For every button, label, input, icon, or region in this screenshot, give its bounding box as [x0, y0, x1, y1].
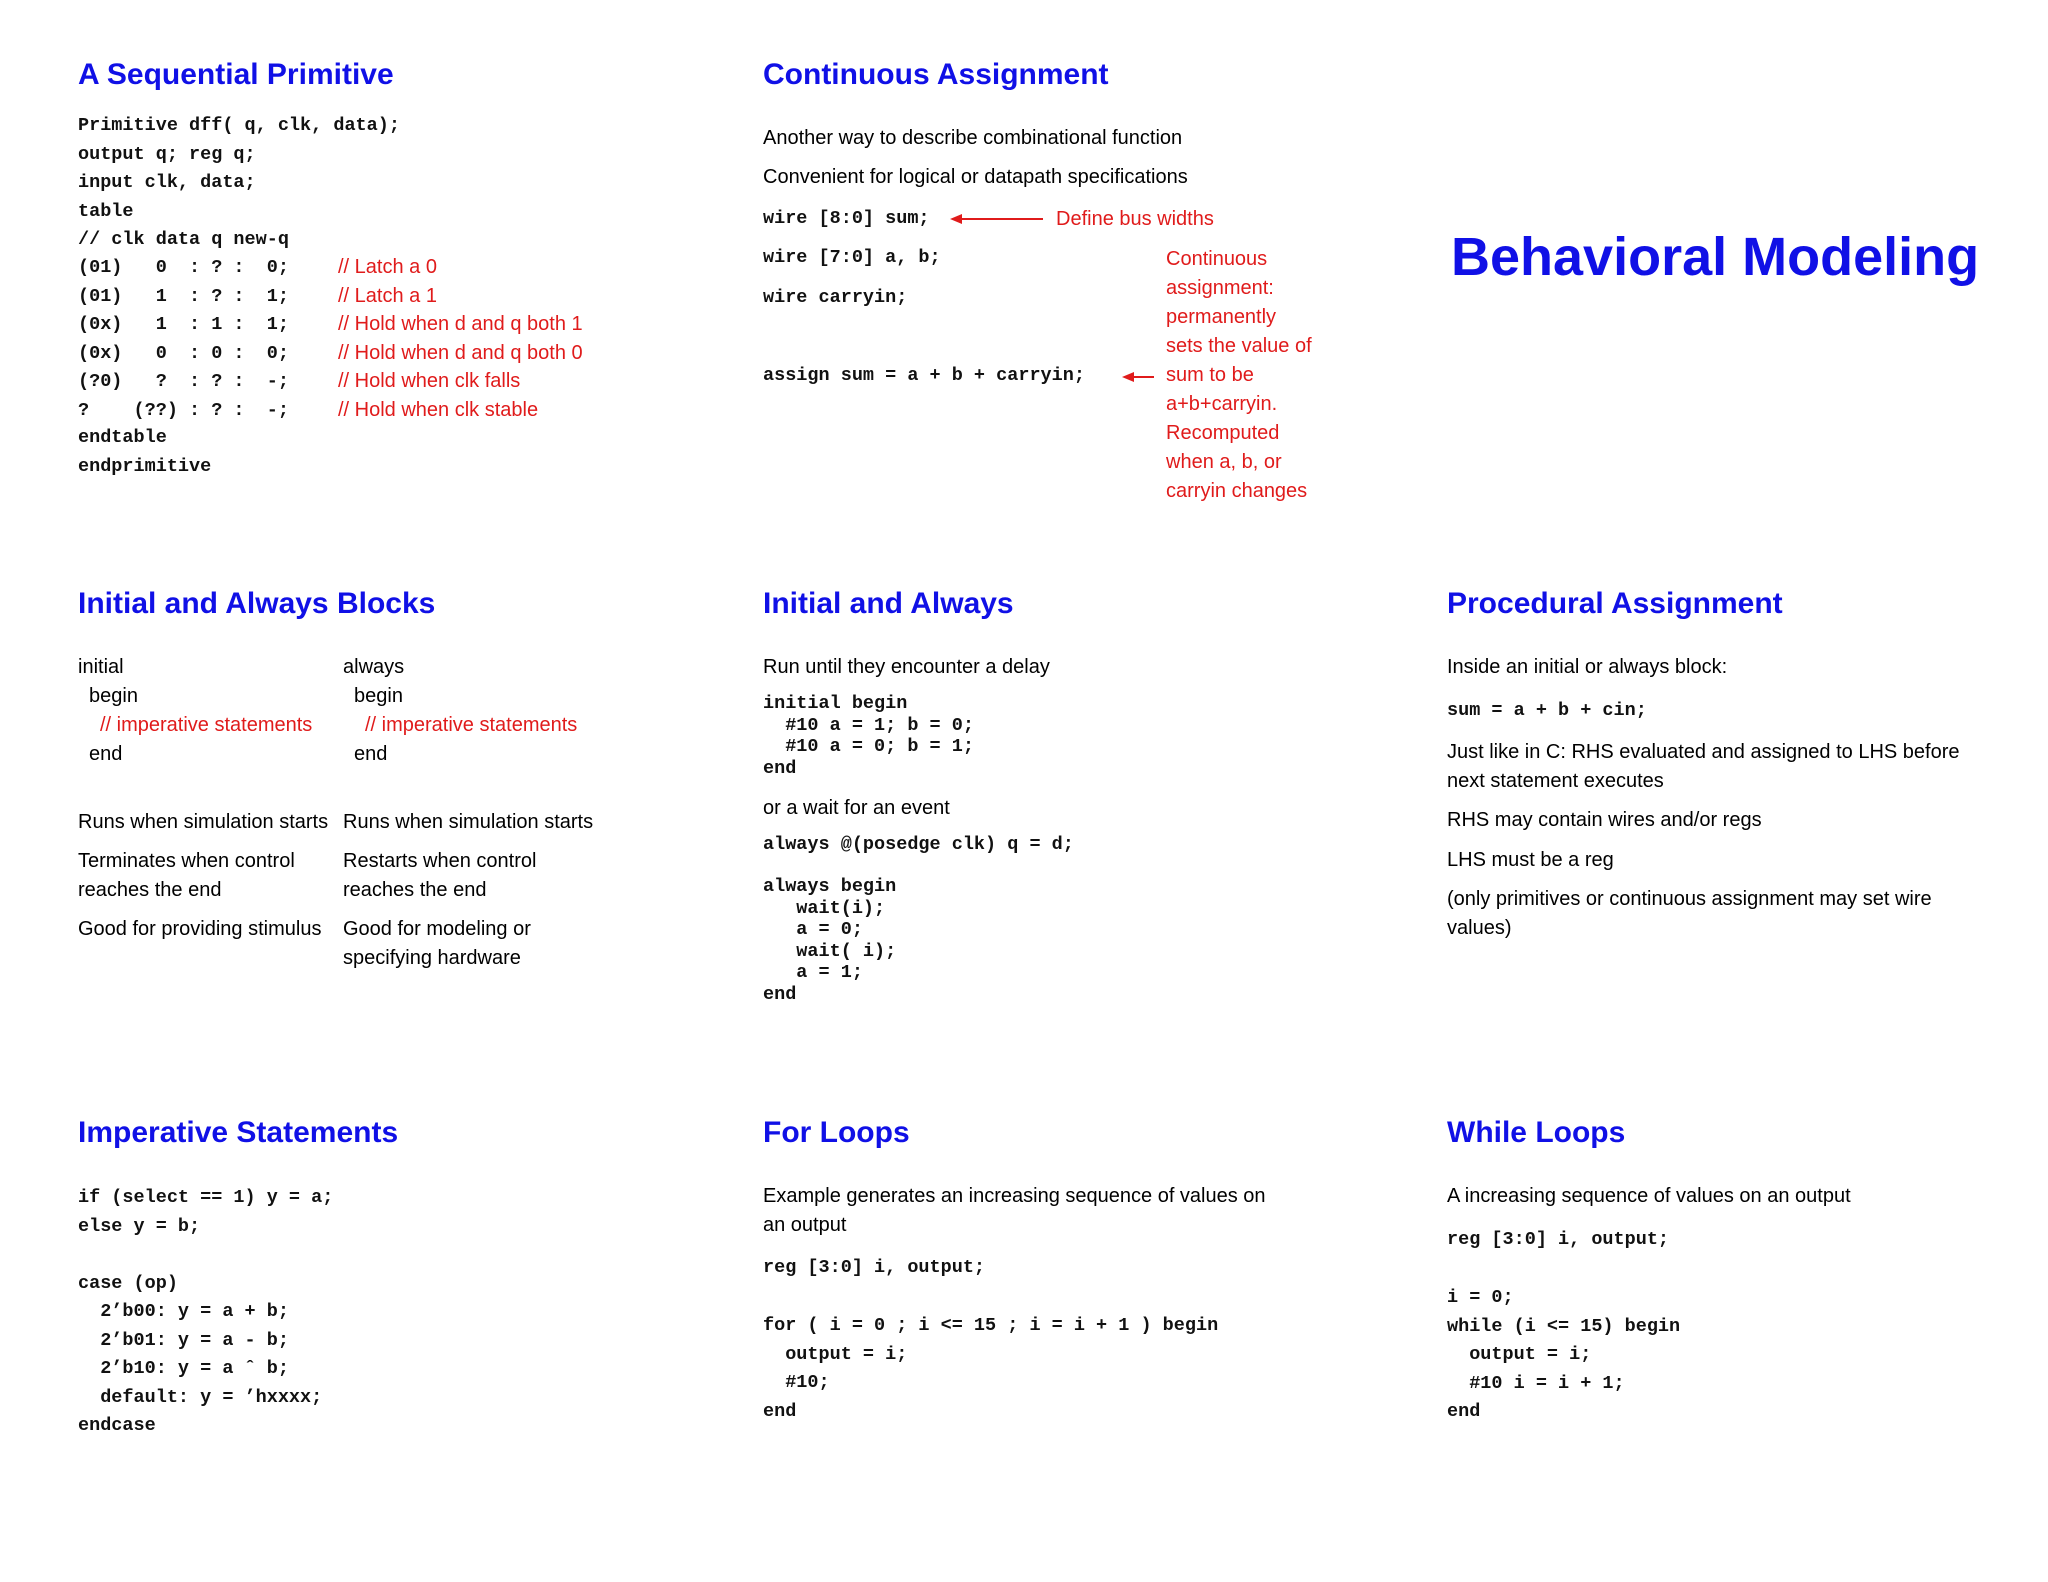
code-always-wait: always begin wait(i); a = 0; wait( i); a = 1; end: [763, 876, 897, 1005]
body-text: Run until they encounter a delay: [763, 656, 1050, 678]
body-text: A increasing sequence of values on an output: [1447, 1185, 1851, 1207]
code-wire-sum: wire [8:0] sum;: [763, 208, 930, 229]
imperative-comment: // imperative statements: [365, 714, 578, 736]
body-text: or a wait for an event: [763, 797, 950, 819]
body-text: (only primitives or continuous assignment may set wire values): [1447, 888, 1932, 939]
always-description: Good for modeling or specifying hardware: [343, 918, 531, 969]
section-title: A Sequential Primitive: [78, 58, 394, 91]
section-title: While Loops: [1447, 1116, 1626, 1149]
body-text: Example generates an increasing sequence of values on an output: [763, 1185, 1266, 1236]
code-wire-ab: wire [7:0] a, b;: [763, 247, 941, 268]
keyword-end: end: [89, 743, 123, 765]
keyword-always: always: [343, 656, 405, 678]
code-reg-declaration: reg [3:0] i, output;: [1447, 1229, 1670, 1250]
main-title: Behavioral Modeling: [1451, 227, 1980, 287]
body-text: LHS must be a reg: [1447, 849, 1614, 871]
section-title: Initial and Always: [763, 587, 1014, 620]
code-while-loop: i = 0; while (i <= 15) begin output = i; #10 i = i + 1; end: [1447, 1287, 1681, 1422]
arrow-assign: [1122, 372, 1154, 382]
section-title: Initial and Always Blocks: [78, 587, 436, 620]
initial-description: Runs when simulation starts: [78, 811, 329, 833]
code-if-case: if (select == 1) y = a; else y = b; case (op) 2’b00: y = a + b; 2’b01: y = a - b; 2’b10: y = a ˆ b; default: y = ’hxxxx; endcase: [78, 1187, 334, 1436]
table-comments: // Latch a 0 // Latch a 1 // Hold when d and q both 1 // Hold when d and q both 0 // Hold when clk falls // Hold when clk stable: [338, 256, 583, 421]
body-text: Another way to describe combinational function: [763, 127, 1183, 149]
annotation-bus-widths: Define bus widths: [1056, 208, 1214, 230]
imperative-comment: // imperative statements: [100, 714, 313, 736]
code-for-loop: for ( i = 0 ; i <= 15 ; i = i + 1 ) begin output = i; #10; end: [763, 1315, 1219, 1422]
code-primitive-footer: endtable endprimitive: [78, 427, 212, 477]
body-text: Convenient for logical or datapath specifications: [763, 166, 1188, 188]
code-truth-table: (01) 0 : ? : 0; (01) 1 : ? : 1; (0x) 1 : 1 : 1; (0x) 0 : 0 : 0; (?0) ? : ? : -; ? (??) : ? : -;: [78, 257, 289, 421]
always-description: Restarts when control reaches the end: [343, 850, 537, 901]
section-title: Continuous Assignment: [763, 58, 1109, 91]
body-text: Inside an initial or always block:: [1447, 656, 1728, 678]
section-title: For Loops: [763, 1116, 910, 1149]
keyword-begin: begin: [89, 685, 138, 707]
initial-description: Good for providing stimulus: [78, 918, 322, 940]
code-wire-carryin: wire carryin;: [763, 287, 908, 308]
code-always-posedge: always @(posedge clk) q = d;: [763, 834, 1074, 855]
keyword-initial: initial: [78, 656, 124, 678]
keyword-begin: begin: [354, 685, 403, 707]
code-assign: assign sum = a + b + carryin;: [763, 365, 1085, 386]
body-text: Just like in C: RHS evaluated and assigned to LHS before next statement executes: [1447, 741, 1960, 792]
annotation-continuous-assignment: Continuous assignment: permanently sets the value of sum to be a+b+carryin. Recomputed when a, b, or carryin changes: [1166, 248, 1312, 502]
code-initial-begin: initial begin #10 a = 1; b = 0; #10 a = 0; b = 1; end: [763, 693, 974, 779]
arrow-bus-widths: [950, 214, 1043, 224]
code-sum: sum = a + b + cin;: [1447, 700, 1647, 721]
code-reg-declaration: reg [3:0] i, output;: [763, 1257, 986, 1278]
code-primitive-header: Primitive dff( q, clk, data); output q; reg q; input clk, data; table // clk data q new-q: [78, 115, 400, 250]
section-title: Imperative Statements: [78, 1116, 399, 1149]
keyword-end: end: [354, 743, 388, 765]
body-text: RHS may contain wires and/or regs: [1447, 809, 1762, 831]
initial-description: Terminates when control reaches the end: [78, 850, 295, 901]
always-description: Runs when simulation starts: [343, 811, 594, 833]
section-title: Procedural Assignment: [1447, 587, 1783, 620]
